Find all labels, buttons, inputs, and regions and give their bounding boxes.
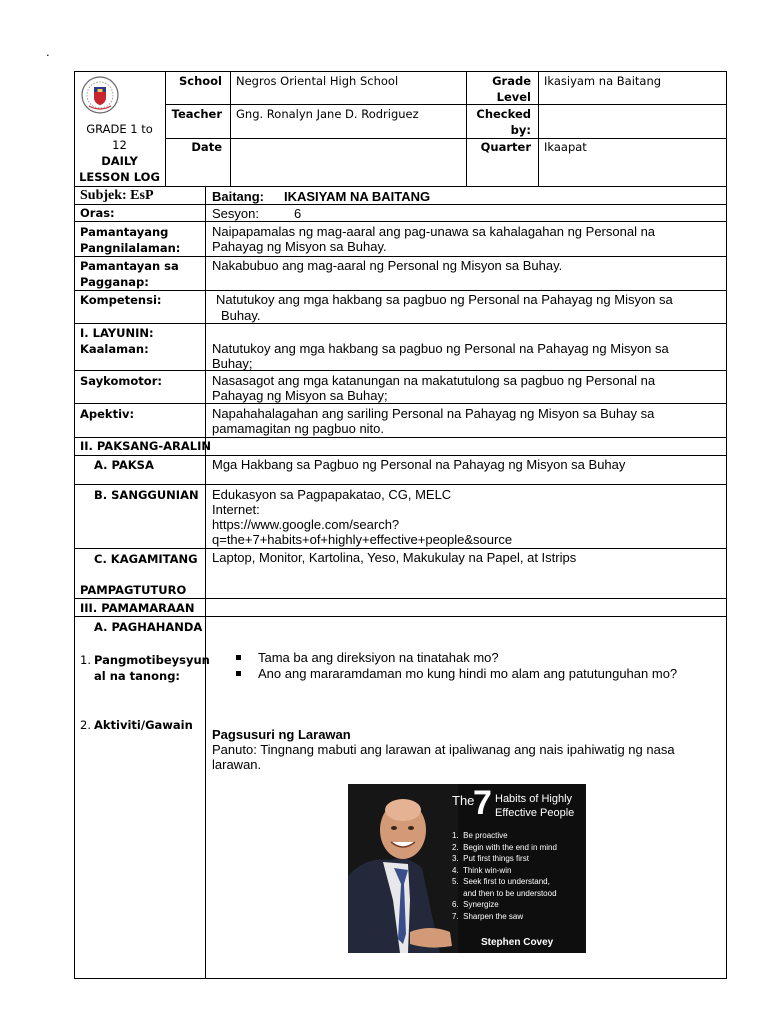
- pamantayang-value-1: Naipapamalas ng mag-aaral ang pag-unawa sa kahalagahan ng Personal na: [212, 224, 656, 239]
- paksa-label: A. PAKSA: [94, 458, 154, 472]
- divider: [74, 221, 727, 222]
- grade-label-2: Level: [496, 90, 531, 104]
- sanggunian-value-3: https://www.google.com/search?: [212, 517, 400, 532]
- sanggunian-label: B. SANGGUNIAN: [94, 488, 199, 502]
- divider: [230, 71, 231, 186]
- divider: [74, 484, 727, 485]
- aktiviti-label: Aktiviti/Gawain: [94, 718, 193, 732]
- stephen-covey-portrait: [348, 784, 458, 953]
- paksa-value: Mga Hakbang sa Pagbuo ng Personal na Pahayag ng Misyon sa Buhay: [212, 457, 626, 472]
- habits-list: [452, 830, 557, 922]
- pamantayan-sa-value: Nakabubuo ang mag-aaral ng Personal ng Misyon sa Buhay.: [212, 258, 563, 273]
- log-title-line2: 12: [112, 138, 127, 152]
- motivation-questions-list: [233, 650, 677, 682]
- list-item: Tama ba ang direksiyon na tinatahak mo?: [233, 650, 677, 666]
- deped-seal-logo: [80, 75, 120, 115]
- school-value: Negros Oriental High School: [236, 74, 399, 88]
- activity-title: Pagsusuri ng Larawan: [212, 727, 351, 742]
- list-item: 4. Think win-win: [452, 865, 512, 875]
- quarter-label: Quarter: [480, 140, 531, 154]
- sanggunian-value-2: Internet:: [212, 502, 260, 517]
- list-item: 3. Put first things first: [452, 854, 529, 863]
- list-item: 5. Seek first to understand,: [452, 877, 550, 886]
- divider: [74, 455, 727, 456]
- kaalaman-value-2: Buhay;: [212, 356, 253, 371]
- divider: [74, 598, 727, 599]
- divider: [74, 548, 727, 549]
- sanggunian-value-4: q=the+7+habits+of+highly+effective+people&source: [212, 532, 513, 547]
- sesyon-value: 6: [294, 206, 302, 221]
- pamantayang-label-1: Pamantayang: [80, 225, 169, 239]
- grade-label-1: Grade: [492, 74, 531, 88]
- kompetensi-value-2: Buhay.: [221, 308, 261, 323]
- kompetensi-value-1: Natutukoy ang mga hakbang sa pagbuo ng Personal na Pahayag ng Misyon sa: [216, 292, 673, 307]
- pamamaraan-label: III. PAMAMARAAN: [80, 601, 195, 615]
- divider: [74, 204, 727, 205]
- divider: [74, 186, 727, 187]
- divider: [74, 256, 727, 257]
- oras-label: Oras:: [80, 206, 115, 220]
- activity-instruction-1: Panuto: Tingnang mabuti ang larawan at ipaliwanag ang nais ipahiwatig ng nasa: [212, 742, 675, 757]
- saykomotor-label: Saykomotor:: [80, 374, 162, 388]
- kagamitang-value: Laptop, Monitor, Kartolina, Yeso, Makukulay na Papel, at Istrips: [212, 550, 577, 565]
- activity-instruction-2: larawan.: [212, 757, 262, 772]
- list-item: and then to be understood: [452, 888, 557, 898]
- subject-label: Subjek: EsP: [80, 188, 154, 203]
- paghahanda-label: A. PAGHAHANDA: [94, 620, 203, 634]
- baitang-value: IKASIYAM NA BAITANG: [284, 189, 431, 204]
- apektiv-label: Apektiv:: [80, 407, 135, 421]
- teacher-label: Teacher: [171, 107, 222, 121]
- log-title-line3: DAILY: [101, 154, 138, 168]
- grade-value: Ikasiyam na Baitang: [544, 74, 662, 88]
- kompetensi-label: Kompetensi:: [80, 293, 162, 307]
- image-title-the: The: [452, 793, 475, 808]
- kagamitang-label-1: C. KAGAMITANG: [94, 552, 198, 566]
- saykomotor-value-1: Nasasagot ang mga katanungan na makatutulong sa pagbuo ng Personal na: [212, 373, 656, 388]
- list-item: 7. Sharpen the saw: [452, 911, 524, 921]
- pangmotibeysyunal-label-2: al na tanong:: [94, 669, 181, 683]
- divider: [74, 370, 727, 371]
- divider: [74, 323, 727, 324]
- list-item: 6. Synergize: [452, 900, 499, 909]
- pangmotibeysyunal-label-1: Pangmotibeysyun: [94, 653, 210, 667]
- list-item: 2. Begin with the end in mind: [452, 842, 557, 852]
- teacher-value: Gng. Ronalyn Jane D. Rodriguez: [236, 107, 419, 121]
- pamantayang-value-2: Pahayag ng Misyon sa Buhay.: [212, 239, 387, 254]
- divider: [165, 104, 727, 105]
- list-item: 1. Be proactive: [452, 831, 508, 840]
- kagamitang-label-2: PAMPAGTUTURO: [80, 583, 187, 597]
- checked-label-1: Checked: [476, 107, 531, 121]
- image-title-line2: Effective People: [495, 807, 575, 819]
- image-title-line1: Habits of Highly: [495, 793, 573, 805]
- log-title-line1: GRADE 1 to: [86, 122, 153, 136]
- divider: [74, 616, 727, 617]
- pamantayan-sa-label-2: Pagganap:: [80, 275, 149, 289]
- apektiv-value-2: pamamagitan ng pagbuo nito.: [212, 421, 385, 436]
- page-dot: .: [46, 44, 50, 59]
- log-title-line4: LESSON LOG: [79, 170, 160, 184]
- sesyon-label: Sesyon:: [212, 206, 259, 221]
- layunin-label: I. LAYUNIN:: [80, 326, 154, 340]
- divider: [74, 403, 727, 404]
- sanggunian-value-1: Edukasyon sa Pagpapakatao, CG, MELC: [212, 487, 452, 502]
- divider: [74, 290, 727, 291]
- school-label: School: [178, 74, 222, 88]
- date-label: Date: [191, 140, 222, 154]
- quarter-value: Ikaapat: [544, 140, 587, 154]
- pamantayang-label-2: Pangnilalaman:: [80, 241, 181, 255]
- paksang-aralin-label: II. PAKSANG-ARALIN: [80, 439, 212, 453]
- checked-label-2: by:: [510, 123, 531, 137]
- divider: [165, 138, 727, 139]
- list-item: Ano ang mararamdaman mo kung hindi mo alam ang patutunguhan mo?: [233, 666, 677, 682]
- saykomotor-value-2: Pahayag ng Misyon sa Buhay;: [212, 388, 388, 403]
- baitang-label: Baitang:: [212, 189, 264, 204]
- pangmotibeysyunal-number: 1.: [80, 653, 91, 667]
- image-title-number: 7: [473, 784, 492, 822]
- aktiviti-number: 2.: [80, 718, 91, 732]
- image-author: Stephen Covey: [481, 937, 554, 948]
- kaalaman-label: Kaalaman:: [80, 342, 149, 356]
- divider: [205, 186, 206, 979]
- seven-habits-image: [348, 784, 586, 953]
- pamantayan-sa-label-1: Pamantayan sa: [80, 259, 179, 273]
- divider: [538, 71, 539, 186]
- apektiv-value-1: Napahahalagahan ang sariling Personal na Pahayag ng Misyon sa Buhay sa: [212, 406, 655, 421]
- kaalaman-value-1: Natutukoy ang mga hakbang sa pagbuo ng Personal na Pahayag ng Misyon sa: [212, 341, 669, 356]
